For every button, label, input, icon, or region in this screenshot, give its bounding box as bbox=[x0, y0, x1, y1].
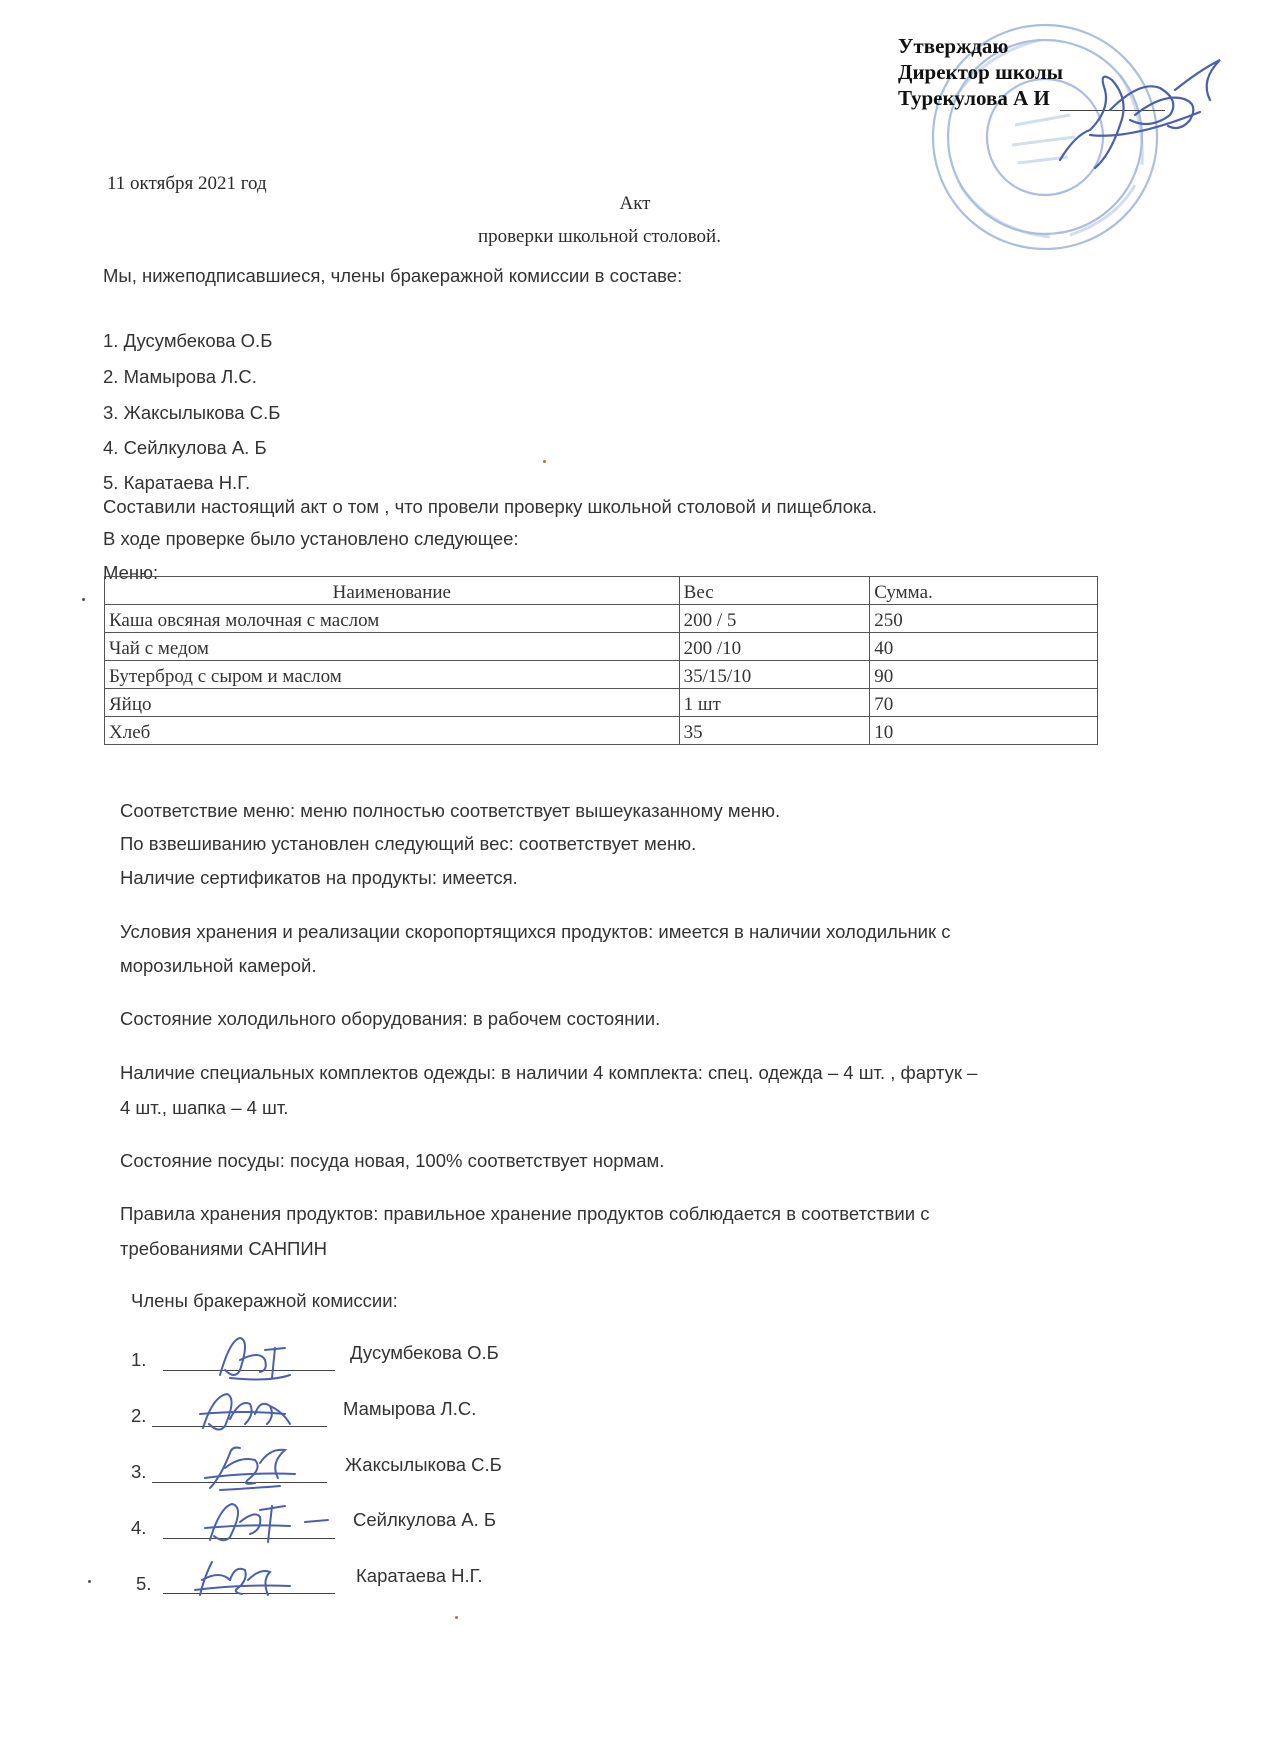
cell-sum: 250 bbox=[870, 605, 1098, 633]
member-item: 1. Дусумбекова О.Б bbox=[103, 330, 273, 351]
approval-line-approve: Утверждаю bbox=[898, 34, 1009, 58]
cell-name: Бутерброд с сыром и маслом bbox=[105, 661, 680, 689]
members-title: Члены бракеражной комиссии: bbox=[131, 1290, 398, 1311]
table-header-row bbox=[105, 577, 1098, 605]
member-item: 5. Каратаева Н.Г. bbox=[103, 472, 251, 493]
table-row bbox=[105, 605, 1098, 633]
menu-table bbox=[104, 576, 1098, 745]
paragraph-storage-conditions: Условия хранения и реализации скоропортящихся продуктов: имеется в наличии холодильник с bbox=[120, 921, 951, 942]
signer-number: 4. bbox=[131, 1517, 147, 1538]
signature-5 bbox=[190, 1550, 320, 1605]
cell-weight: 1 шт bbox=[679, 689, 870, 717]
signature-3 bbox=[200, 1438, 310, 1498]
director-signature bbox=[1050, 40, 1230, 175]
paragraph-clothing-cont: 4 шт., шапка – 4 шт. bbox=[120, 1097, 289, 1118]
paragraph-dishes: Состояние посуды: посуда новая, 100% соответствует нормам. bbox=[120, 1150, 665, 1171]
cell-name: Чай с медом bbox=[105, 633, 680, 661]
signer-number: 1. bbox=[131, 1349, 147, 1370]
document-subtitle: проверки школьной столовой. bbox=[478, 226, 721, 247]
signer-number: 2. bbox=[131, 1405, 147, 1426]
member-item: 2. Мамырова Л.С. bbox=[103, 366, 257, 387]
signer-name: Сейлкулова А. Б bbox=[353, 1509, 497, 1530]
paragraph-certificates: Наличие сертификатов на продукты: имеется. bbox=[120, 867, 518, 888]
scan-speck bbox=[88, 1580, 91, 1583]
scan-speck bbox=[82, 598, 85, 601]
cell-name: Яйцо bbox=[105, 689, 680, 717]
signer-name: Жаксылыкова С.Б bbox=[345, 1454, 502, 1475]
document-title: Акт bbox=[619, 193, 651, 214]
cell-weight: 35 bbox=[679, 717, 870, 745]
finding-text: В ходе проверке было установлено следующее: bbox=[103, 528, 519, 549]
cell-sum: 10 bbox=[870, 717, 1098, 745]
signer-name: Каратаева Н.Г. bbox=[356, 1565, 483, 1586]
paragraph-storage-rules-cont: требованиями САНПИН bbox=[120, 1238, 328, 1259]
paragraph-weighing: По взвешиванию установлен следующий вес: соответствует меню. bbox=[120, 833, 697, 854]
approval-line-name: Турекулова А И bbox=[898, 86, 1050, 110]
table-row bbox=[105, 689, 1098, 717]
cell-weight: 200 / 5 bbox=[679, 605, 870, 633]
intro-text: Мы, нижеподписавшиеся, члены бракеражной комиссии в составе: bbox=[103, 265, 683, 286]
paragraph-storage-rules: Правила хранения продуктов: правильное хранение продуктов соблюдается в соответствии с bbox=[120, 1203, 930, 1224]
table-row bbox=[105, 661, 1098, 689]
cell-sum: 40 bbox=[870, 633, 1098, 661]
table-row bbox=[105, 633, 1098, 661]
cell-weight: 200 /10 bbox=[679, 633, 870, 661]
signer-number: 3. bbox=[131, 1461, 147, 1482]
member-item: 3. Жаксылыкова С.Б bbox=[103, 402, 281, 423]
paragraph-clothing: Наличие специальных комплектов одежды: в наличии 4 комплекта: спец. одежда – 4 шт. , фартук – bbox=[120, 1062, 978, 1083]
signature-4 bbox=[200, 1492, 340, 1552]
paragraph-menu-compliance: Соответствие меню: меню полностью соответствует вышеуказанному меню. bbox=[120, 800, 781, 821]
approval-block bbox=[898, 33, 1063, 111]
column-header-weight: Вес bbox=[679, 577, 870, 605]
menu-label: Меню: bbox=[103, 562, 159, 583]
column-header-name: Наименование bbox=[105, 577, 680, 605]
signer-number: 5. bbox=[136, 1573, 152, 1594]
signature-1 bbox=[210, 1330, 320, 1385]
composed-text: Составили настоящий акт о том , что провели проверку школьной столовой и пищеблока. bbox=[103, 496, 877, 517]
table-row bbox=[105, 717, 1098, 745]
signer-name: Дусумбекова О.Б bbox=[350, 1342, 499, 1363]
paragraph-storage-conditions-cont: морозильной камерой. bbox=[120, 955, 317, 976]
cell-weight: 35/15/10 bbox=[679, 661, 870, 689]
scan-speck bbox=[543, 460, 546, 463]
approval-line-position: Директор школы bbox=[898, 60, 1064, 84]
document-date: 11 октября 2021 год bbox=[107, 173, 267, 194]
cell-name: Хлеб bbox=[105, 717, 680, 745]
cell-sum: 90 bbox=[870, 661, 1098, 689]
column-header-sum: Сумма. bbox=[870, 577, 1098, 605]
scan-speck bbox=[455, 1616, 458, 1619]
member-item: 4. Сейлкулова А. Б bbox=[103, 437, 267, 458]
paragraph-fridge-state: Состояние холодильного оборудования: в рабочем состоянии. bbox=[120, 1008, 661, 1029]
signature-2 bbox=[195, 1384, 305, 1439]
cell-name: Каша овсяная молочная с маслом bbox=[105, 605, 680, 633]
signer-name: Мамырова Л.С. bbox=[343, 1398, 477, 1419]
cell-sum: 70 bbox=[870, 689, 1098, 717]
